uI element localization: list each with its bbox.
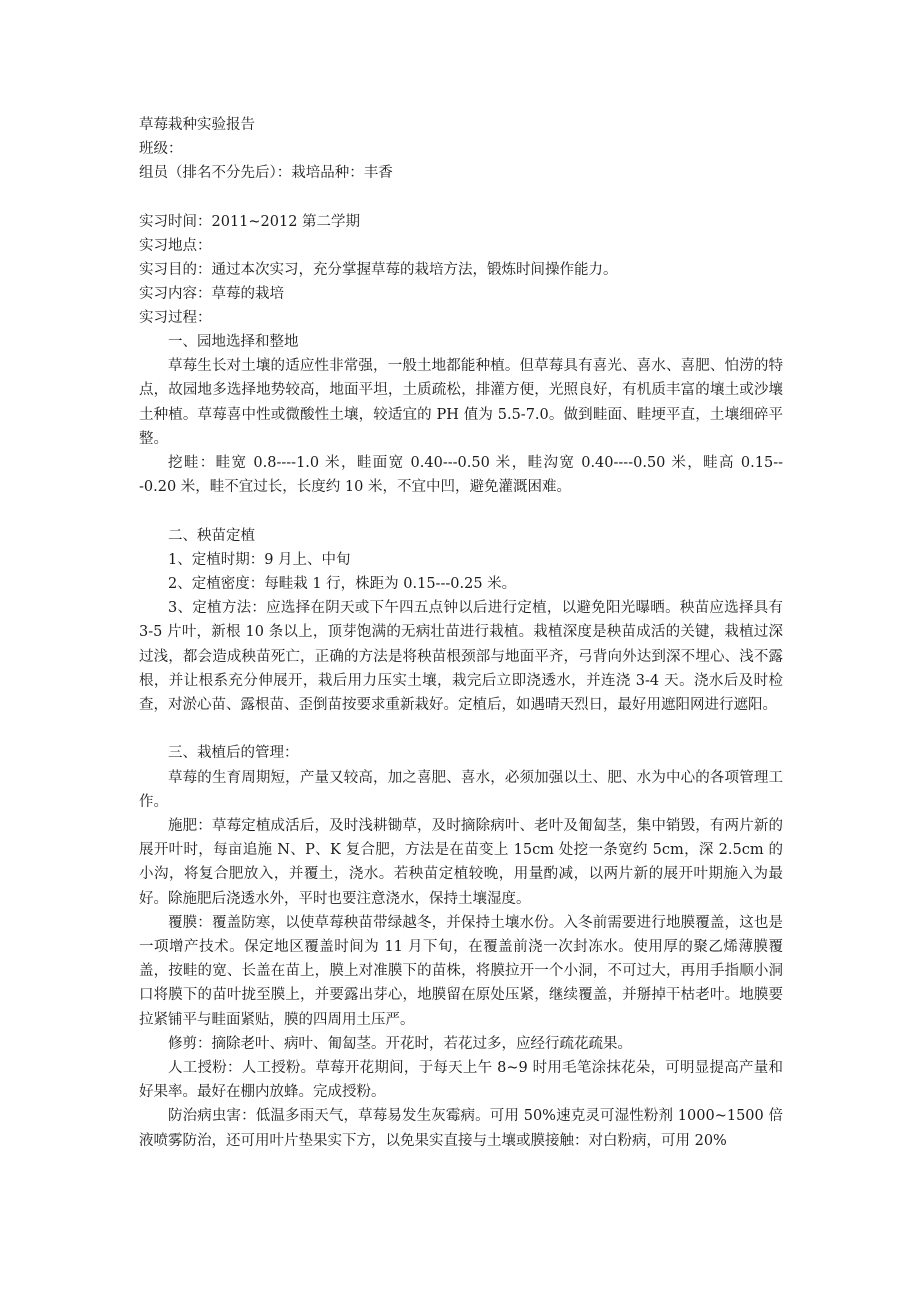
document-title: 草莓栽种实验报告 [139,117,255,133]
section-2-heading: 二、秧苗定植 [168,527,255,544]
paragraph: 挖畦：畦宽 0.8----1.0 米，畦面宽 0.40---0.50 米，畦沟宽 0.40----0.50 米，畦高 0.15---0.20 米，畦不宜过长，长度约 10 米，不宜中凹，避免灌溉困难。 [139,455,783,496]
purpose-line: 实习目的：通过本次实习，充分掌握草莓的栽培方法，锻炼时间操作能力。 [139,262,618,278]
paragraph: 2、定植密度：每畦栽 1 行，株距为 0.15---0.25 米。 [168,576,517,593]
body-text [139,330,783,1153]
paragraph: 防治病虫害：低温多雨天气，草莓易发生灰霉病。可用 50%速克灵可湿性粉剂 1000~1500 倍液喷雾防治，还可用叶片垫果实下方，以免果实直接与土壤或膜接触：对白粉病，可用 20% [139,1108,783,1149]
content-line: 实习内容：草莓的栽培 [139,286,284,302]
paragraph: 施肥：草莓定植成活后，及时浅耕锄草，及时摘除病叶、老叶及匍匐茎，集中销毁，有两片新的展开叶时，每亩追施 N、P、K 复合肥，方法是在苗变上 15cm 处挖一条宽约 5cm，深 2.5cm 的小沟，将复合肥放入，并覆土，浇水。若秧苗定植较晚，用量酌减，以两片新的展开叶期施入为最好。除施肥后浇透水外，平时也要注意浇水，保持土壤湿度。 [139,818,783,907]
class-line: 班级： [139,141,183,157]
paragraph: 草莓生长对土壤的适应性非常强，一般土地都能种植。但草莓具有喜光、喜水、喜肥、怕涝的特点，故园地多选择地势较高，地面平坦，土质疏松，排灌方便，光照良好，有机质丰富的壤土或沙壤土种植。草莓喜中性或微酸性土壤，较适宜的 PH 值为 5.5-7.0。做到畦面、畦埂平直，土壤细碎平整。 [139,358,783,447]
paragraph: 修剪：摘除老叶、病叶、匍匐茎。开花时，若花过多，应经行疏花疏果。 [168,1035,632,1052]
section-3-heading: 三、栽植后的管理： [168,745,299,762]
time-line: 实习时间：2011~2012 第二学期 [139,214,361,230]
members-line: 组员（排名不分先后）：栽培品种：丰香 [139,165,393,181]
paragraph: 人工授粉：人工授粉。草莓开花期间，于每天上午 8~9 时用毛笔涂抹花朵，可明显提高产量和好果率。最好在棚内放蜂。完成授粉。 [139,1060,783,1101]
section-1-heading: 一、园地选择和整地 [168,334,299,350]
place-line: 实习地点： [139,238,212,254]
paragraph: 1、定植时期：9 月上、中旬 [168,551,351,568]
process-line: 实习过程： [139,310,212,326]
paragraph: 覆膜：覆盖防寒，以使草莓秧苗带绿越冬，并保持土壤水份。入冬前需要进行地膜覆盖，这也是一项增产技术。保定地区覆盖时间为 11 月下旬，在覆盖前浇一次封冻水。使用厚的聚乙烯薄膜覆盖，按畦的宽、长盖在苗上，膜上对准膜下的苗株，将膜拉开一个小洞，不可过大，再用手指顺小洞口将膜下的苗叶拢至膜上，并要露出芽心，地膜留在原处压紧，继续覆盖，并掰掉干枯老叶。地膜要拉紧铺平与畦面紧贴，膜的四周用土压严。 [139,914,783,1028]
paragraph: 3、定植方法：应选择在阴天或下午四五点钟以后进行定植，以避免阳光曝晒。秧苗应选择具有 3-5 片叶，新根 10 条以上，顶芽饱满的无病壮苗进行栽植。栽植深度是秧苗成活的关键，栽植过深过浅，都会造成秧苗死亡，正确的方法是将秧苗根颈部与地面平齐，弓背向外达到深不埋心、浅不露根，并让根系充分伸展开，栽后用力压实土壤，栽完后立即浇透水，并连浇 3-4 天。浇水后及时检查，对淤心苗、露根苗、歪倒苗按要求重新栽好。定植后，如遇晴天烈日，最好用遮阳网进行遮阳。 [139,600,783,714]
paragraph: 草莓的生育周期短，产量又较高，加之喜肥、喜水，必须加强以土、肥、水为中心的各项管理工作。 [139,769,783,810]
